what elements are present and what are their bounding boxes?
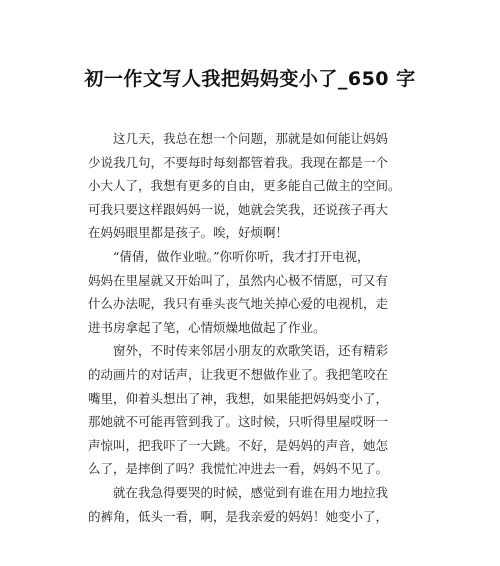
text-line: 什么办法呢，我只有垂头丧气地关掉心爱的电视机，走	[88, 296, 389, 312]
text-line: 窗外，不时传来邻居小朋友的欢歌笑语，还有精彩	[88, 343, 389, 359]
text-line: 的裤角，低头一看，啊，是我亲爱的妈妈！她变小了，	[88, 508, 389, 524]
text-line: 进书房拿起了笔，心情烦燥地做起了作业。	[88, 319, 326, 335]
text-line: 那她就不可能再管到我了。这时候，只听得里屋哎呀一	[88, 414, 389, 430]
text-line: 可我只要这样跟妈妈一说，她就会笑我，还说孩子再大	[88, 201, 389, 217]
text-line: 声惊叫，把我吓了一大跳。不好，是妈妈的声音，她怎	[88, 437, 389, 453]
document-body	[88, 127, 418, 528]
paragraph-1	[88, 127, 418, 245]
paragraph-4	[88, 481, 418, 528]
text-line: 就在我急得要哭的时候，感觉到有谁在用力地拉我	[88, 484, 389, 500]
text-line: 在妈妈眼里都是孩子。唉，好烦啊！	[88, 225, 289, 241]
text-line: 小大人了，我想有更多的自由，更多能自己做主的空间。	[88, 178, 401, 194]
paragraph-2	[88, 245, 418, 339]
text-line: “倩倩，做作业啦。”你听你听，我才打开电视，	[88, 248, 370, 264]
text-line: 少说我几句，不要每时每刻都管着我。我现在都是一个	[88, 154, 389, 170]
paragraph-3	[88, 339, 418, 481]
text-line: 么了，是摔倒了吗？我慌忙冲进去一看，妈妈不见了。	[88, 461, 389, 477]
text-line: 这几天，我总在想一个问题，那就是如何能让妈妈	[88, 131, 389, 146]
text-line: 嘴里，仰着头想出了神，我想，如果能把妈妈变小了，	[88, 390, 389, 406]
document-title: 初一作文写人我把妈妈变小了_650 字	[84, 68, 416, 90]
text-line: 的动画片的对话声，让我更不想做作业了。我把笔咬在	[88, 366, 389, 382]
text-line: 妈妈在里屋就又开始叫了，虽然内心极不情愿，可又有	[88, 272, 389, 288]
